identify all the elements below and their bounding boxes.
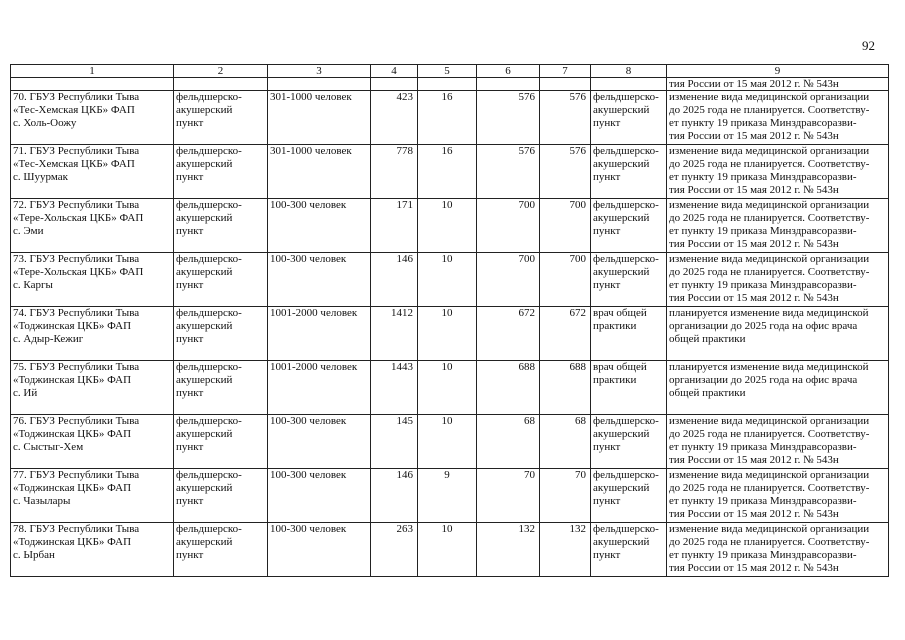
planned-type: врач общей практики — [591, 307, 667, 361]
planned-type: фельдшерско- акушерский пункт — [591, 253, 667, 307]
column-number: 7 — [540, 65, 591, 78]
value-col5: 10 — [418, 199, 477, 253]
value-col6: 68 — [477, 415, 540, 469]
planned-type: фельдшерско- акушерский пункт — [591, 91, 667, 145]
facility-name: 78. ГБУЗ Республики Тыва «Тоджинская ЦКБ» ФАП с. Ырбан — [11, 523, 174, 577]
facility-name: 72. ГБУЗ Республики Тыва «Тере-Хольская ЦКБ» ФАП с. Эми — [11, 199, 174, 253]
column-number: 4 — [371, 65, 418, 78]
column-number: 5 — [418, 65, 477, 78]
value-col5: 9 — [418, 469, 477, 523]
value-col6: 672 — [477, 307, 540, 361]
column-number: 8 — [591, 65, 667, 78]
empty-cell — [371, 78, 418, 91]
empty-cell — [11, 78, 174, 91]
facility-name: 73. ГБУЗ Республики Тыва «Тере-Хольская ЦКБ» ФАП с. Каргы — [11, 253, 174, 307]
value-col5: 10 — [418, 415, 477, 469]
value-col5: 10 — [418, 253, 477, 307]
empty-cell — [477, 78, 540, 91]
population-count: 778 — [371, 145, 418, 199]
population-count: 146 — [371, 469, 418, 523]
population-range: 1001-2000 человек — [268, 307, 371, 361]
value-col6: 576 — [477, 145, 540, 199]
value-col5: 10 — [418, 361, 477, 415]
value-col6: 688 — [477, 361, 540, 415]
table-row — [11, 469, 889, 523]
value-col7: 576 — [540, 145, 591, 199]
facility-type: фельдшерско- акушерский пункт — [174, 199, 268, 253]
value-col7: 688 — [540, 361, 591, 415]
table-row — [11, 253, 889, 307]
population-count: 263 — [371, 523, 418, 577]
facility-type: фельдшерско- акушерский пункт — [174, 523, 268, 577]
table-row — [11, 199, 889, 253]
population-count: 171 — [371, 199, 418, 253]
value-col6: 576 — [477, 91, 540, 145]
value-col7: 700 — [540, 199, 591, 253]
facility-name: 77. ГБУЗ Республики Тыва «Тоджинская ЦКБ» ФАП с. Чазылары — [11, 469, 174, 523]
facility-type: фельдшерско- акушерский пункт — [174, 415, 268, 469]
population-range: 301-1000 человек — [268, 145, 371, 199]
population-count: 1443 — [371, 361, 418, 415]
table-row — [11, 523, 889, 577]
facilities-table — [10, 64, 889, 577]
change-note: планируется изменение вида медицинской организации до 2025 года на офис врача общей практики — [667, 361, 889, 415]
facility-type: фельдшерско- акушерский пункт — [174, 253, 268, 307]
table-row — [11, 145, 889, 199]
table-row — [11, 307, 889, 361]
facility-name: 70. ГБУЗ Республики Тыва «Тес-Хемская ЦКБ» ФАП с. Холь-Оожу — [11, 91, 174, 145]
table-row — [11, 415, 889, 469]
empty-cell — [174, 78, 268, 91]
planned-type: фельдшерско- акушерский пункт — [591, 199, 667, 253]
facility-name: 75. ГБУЗ Республики Тыва «Тоджинская ЦКБ» ФАП с. Ий — [11, 361, 174, 415]
planned-type: фельдшерско- акушерский пункт — [591, 415, 667, 469]
value-col6: 700 — [477, 199, 540, 253]
facility-type: фельдшерско- акушерский пункт — [174, 469, 268, 523]
value-col6: 700 — [477, 253, 540, 307]
population-count: 1412 — [371, 307, 418, 361]
facility-name: 74. ГБУЗ Республики Тыва «Тоджинская ЦКБ» ФАП с. Адыр-Кежиг — [11, 307, 174, 361]
change-note: изменение вида медицинской организации до 2025 года не планируется. Соответству- ет пункту 19 приказа Минздравсоразви- тия России от 15 мая 2012 г. № 543н — [667, 523, 889, 577]
change-note: планируется изменение вида медицинской организации до 2025 года на офис врача общей практики — [667, 307, 889, 361]
table-row — [11, 361, 889, 415]
change-note: изменение вида медицинской организации до 2025 года не планируется. Соответству- ет пункту 19 приказа Минздравсоразви- тия России от 15 мая 2012 г. № 543н — [667, 145, 889, 199]
column-number: 3 — [268, 65, 371, 78]
population-range: 100-300 человек — [268, 199, 371, 253]
value-col5: 10 — [418, 523, 477, 577]
value-col5: 16 — [418, 91, 477, 145]
value-col6: 70 — [477, 469, 540, 523]
value-col7: 672 — [540, 307, 591, 361]
column-number: 9 — [667, 65, 889, 78]
value-col5: 10 — [418, 307, 477, 361]
note-continuation: тия России от 15 мая 2012 г. № 543н — [667, 78, 889, 91]
value-col5: 16 — [418, 145, 477, 199]
empty-cell — [418, 78, 477, 91]
facility-type: фельдшерско- акушерский пункт — [174, 307, 268, 361]
empty-cell — [540, 78, 591, 91]
planned-type: фельдшерско- акушерский пункт — [591, 145, 667, 199]
value-col7: 70 — [540, 469, 591, 523]
change-note: изменение вида медицинской организации до 2025 года не планируется. Соответству- ет пункту 19 приказа Минздравсоразви- тия России от 15 мая 2012 г. № 543н — [667, 91, 889, 145]
empty-cell — [268, 78, 371, 91]
value-col7: 576 — [540, 91, 591, 145]
planned-type: фельдшерско- акушерский пункт — [591, 523, 667, 577]
population-range: 100-300 человек — [268, 469, 371, 523]
population-count: 146 — [371, 253, 418, 307]
facility-type: фельдшерско- акушерский пункт — [174, 91, 268, 145]
population-count: 423 — [371, 91, 418, 145]
column-number: 6 — [477, 65, 540, 78]
population-range: 100-300 человек — [268, 523, 371, 577]
planned-type: фельдшерско- акушерский пункт — [591, 469, 667, 523]
population-range: 301-1000 человек — [268, 91, 371, 145]
value-col7: 68 — [540, 415, 591, 469]
population-range: 100-300 человек — [268, 415, 371, 469]
population-range: 1001-2000 человек — [268, 361, 371, 415]
column-number-header — [11, 65, 889, 78]
value-col7: 132 — [540, 523, 591, 577]
facility-type: фельдшерско- акушерский пункт — [174, 361, 268, 415]
facility-type: фельдшерско- акушерский пункт — [174, 145, 268, 199]
facility-name: 71. ГБУЗ Республики Тыва «Тес-Хемская ЦКБ» ФАП с. Шуурмак — [11, 145, 174, 199]
column-number: 2 — [174, 65, 268, 78]
facility-name: 76. ГБУЗ Республики Тыва «Тоджинская ЦКБ» ФАП с. Сыстыг-Хем — [11, 415, 174, 469]
change-note: изменение вида медицинской организации до 2025 года не планируется. Соответству- ет пункту 19 приказа Минздравсоразви- тия России от 15 мая 2012 г. № 543н — [667, 469, 889, 523]
column-number: 1 — [11, 65, 174, 78]
population-count: 145 — [371, 415, 418, 469]
table-row — [11, 91, 889, 145]
planned-type: врач общей практики — [591, 361, 667, 415]
change-note: изменение вида медицинской организации до 2025 года не планируется. Соответству- ет пункту 19 приказа Минздравсоразви- тия России от 15 мая 2012 г. № 543н — [667, 415, 889, 469]
continuation-row — [11, 78, 889, 91]
change-note: изменение вида медицинской организации до 2025 года не планируется. Соответству- ет пункту 19 приказа Минздравсоразви- тия России от 15 мая 2012 г. № 543н — [667, 253, 889, 307]
change-note: изменение вида медицинской организации до 2025 года не планируется. Соответству- ет пункту 19 приказа Минздравсоразви- тия России от 15 мая 2012 г. № 543н — [667, 199, 889, 253]
value-col7: 700 — [540, 253, 591, 307]
page-number: 92 — [862, 38, 875, 53]
population-range: 100-300 человек — [268, 253, 371, 307]
value-col6: 132 — [477, 523, 540, 577]
empty-cell — [591, 78, 667, 91]
